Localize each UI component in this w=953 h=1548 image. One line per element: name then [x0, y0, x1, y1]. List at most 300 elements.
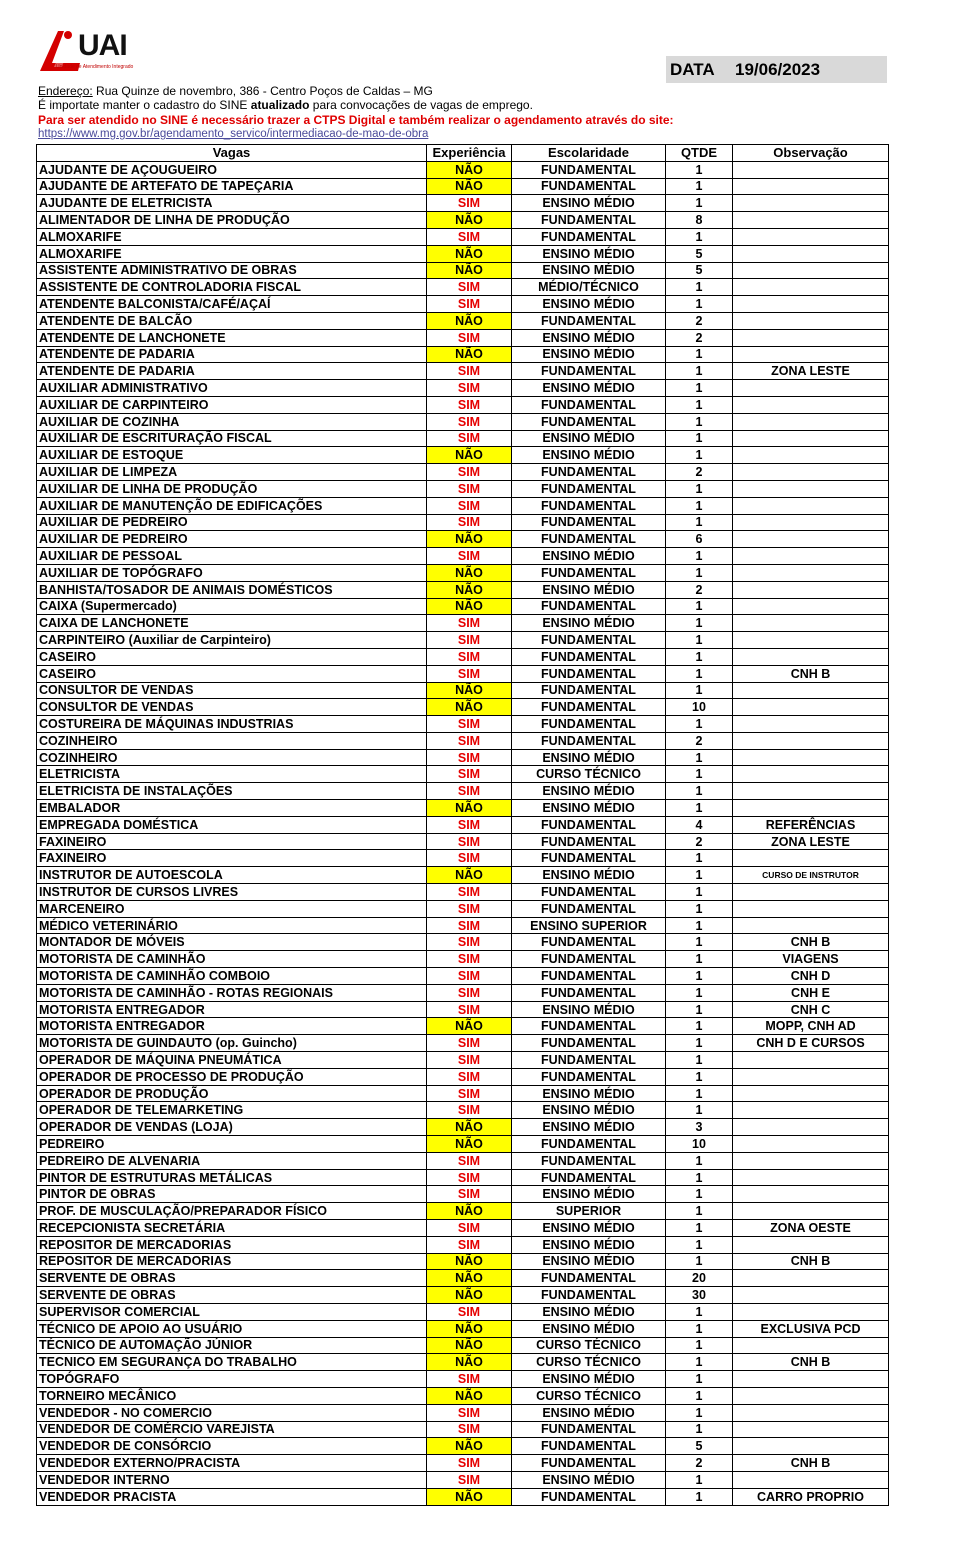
- qtde-cell: 10: [666, 1136, 733, 1153]
- observacao-cell: [733, 850, 889, 867]
- experiencia-cell: SIM: [427, 1421, 512, 1438]
- escolaridade-cell: FUNDAMENTAL: [512, 699, 666, 716]
- table-row: [37, 1068, 889, 1085]
- qtde-cell: 1: [666, 497, 733, 514]
- table-row: [37, 665, 889, 682]
- table-row: [37, 497, 889, 514]
- experiencia-cell: NÃO: [427, 1387, 512, 1404]
- escolaridade-cell: ENSINO MÉDIO: [512, 1303, 666, 1320]
- observacao-cell: [733, 497, 889, 514]
- vaga-cell: ALMOXARIFE: [37, 228, 427, 245]
- qtde-cell: 1: [666, 1488, 733, 1505]
- observacao-cell: [733, 749, 889, 766]
- experiencia-cell: NÃO: [427, 1438, 512, 1455]
- observacao-cell: [733, 732, 889, 749]
- observacao-cell: [733, 1371, 889, 1388]
- table-row: [37, 245, 889, 262]
- table-row: [37, 1186, 889, 1203]
- table-row: [37, 228, 889, 245]
- observacao-cell: [733, 447, 889, 464]
- escolaridade-cell: FUNDAMENTAL: [512, 968, 666, 985]
- escolaridade-cell: ENSINO MÉDIO: [512, 1102, 666, 1119]
- experiencia-cell: SIM: [427, 816, 512, 833]
- experiencia-cell: SIM: [427, 934, 512, 951]
- vaga-cell: AUXILIAR DE LIMPEZA: [37, 464, 427, 481]
- qtde-cell: 1: [666, 1320, 733, 1337]
- qtde-cell: 1: [666, 1471, 733, 1488]
- experiencia-cell: NÃO: [427, 699, 512, 716]
- escolaridade-cell: FUNDAMENTAL: [512, 984, 666, 1001]
- note-prefix: É importate manter o cadastro do SINE: [38, 98, 251, 112]
- vaga-cell: TÉCNICO DE AUTOMAÇÃO JÚNIOR: [37, 1337, 427, 1354]
- observacao-cell: [733, 514, 889, 531]
- table-row: [37, 766, 889, 783]
- table-row: [37, 581, 889, 598]
- escolaridade-cell: FUNDAMENTAL: [512, 716, 666, 733]
- experiencia-cell: NÃO: [427, 1136, 512, 1153]
- observacao-cell: [733, 632, 889, 649]
- observacao-cell: CNH B: [733, 1455, 889, 1472]
- qtde-cell: 1: [666, 884, 733, 901]
- observacao-cell: [733, 161, 889, 178]
- column-header-qtde: QTDE: [666, 145, 733, 162]
- qtde-cell: 1: [666, 1085, 733, 1102]
- table-row: [37, 632, 889, 649]
- vaga-cell: ALMOXARIFE: [37, 245, 427, 262]
- experiencia-cell: SIM: [427, 917, 512, 934]
- experiencia-cell: NÃO: [427, 1488, 512, 1505]
- escolaridade-cell: FUNDAMENTAL: [512, 850, 666, 867]
- table-row: [37, 1488, 889, 1505]
- experiencia-cell: SIM: [427, 1052, 512, 1069]
- table-row: [37, 1220, 889, 1237]
- escolaridade-cell: CURSO TÉCNICO: [512, 766, 666, 783]
- escolaridade-cell: ENSINO MÉDIO: [512, 615, 666, 632]
- vaga-cell: ATENDENTE DE PADARIA: [37, 363, 427, 380]
- escolaridade-cell: FUNDAMENTAL: [512, 1455, 666, 1472]
- vaga-cell: ASSISTENTE ADMINISTRATIVO DE OBRAS: [37, 262, 427, 279]
- qtde-cell: 1: [666, 766, 733, 783]
- vaga-cell: VENDEDOR - NO COMERCIO: [37, 1404, 427, 1421]
- experiencia-cell: NÃO: [427, 531, 512, 548]
- table-row: [37, 480, 889, 497]
- table-row: [37, 447, 889, 464]
- escolaridade-cell: ENSINO MÉDIO: [512, 1253, 666, 1270]
- experiencia-cell: SIM: [427, 1068, 512, 1085]
- escolaridade-cell: ENSINO MÉDIO: [512, 1371, 666, 1388]
- observacao-cell: [733, 245, 889, 262]
- vaga-cell: AUXILIAR DE ESTOQUE: [37, 447, 427, 464]
- experiencia-cell: SIM: [427, 951, 512, 968]
- experiencia-cell: SIM: [427, 1455, 512, 1472]
- vaga-cell: ATENDENTE BALCONISTA/CAFÉ/AÇAÍ: [37, 296, 427, 313]
- escolaridade-cell: FUNDAMENTAL: [512, 413, 666, 430]
- qtde-cell: 1: [666, 1404, 733, 1421]
- escolaridade-cell: FUNDAMENTAL: [512, 464, 666, 481]
- observacao-cell: [733, 800, 889, 817]
- qtde-cell: 1: [666, 900, 733, 917]
- observacao-cell: [733, 1270, 889, 1287]
- table-body: [37, 161, 889, 1505]
- observacao-cell: CNH C: [733, 1001, 889, 1018]
- observacao-cell: [733, 396, 889, 413]
- vaga-cell: ATENDENTE DE BALCÃO: [37, 312, 427, 329]
- qtde-cell: 1: [666, 1186, 733, 1203]
- table-row: [37, 1169, 889, 1186]
- experiencia-cell: SIM: [427, 1102, 512, 1119]
- escolaridade-cell: FUNDAMENTAL: [512, 564, 666, 581]
- vaga-cell: SUPERVISOR COMERCIAL: [37, 1303, 427, 1320]
- qtde-cell: 1: [666, 1421, 733, 1438]
- escolaridade-cell: FUNDAMENTAL: [512, 1136, 666, 1153]
- escolaridade-cell: FUNDAMENTAL: [512, 161, 666, 178]
- observacao-cell: [733, 917, 889, 934]
- experiencia-cell: NÃO: [427, 262, 512, 279]
- column-header-observacao: Observação: [733, 145, 889, 162]
- vaga-cell: AUXILIAR DE TOPÓGRAFO: [37, 564, 427, 581]
- vaga-cell: PEDREIRO: [37, 1136, 427, 1153]
- qtde-cell: 1: [666, 1203, 733, 1220]
- table-row: [37, 648, 889, 665]
- vaga-cell: OPERADOR DE PROCESSO DE PRODUÇÃO: [37, 1068, 427, 1085]
- escolaridade-cell: FUNDAMENTAL: [512, 648, 666, 665]
- vaga-cell: CAIXA (Supermercado): [37, 598, 427, 615]
- qtde-cell: 2: [666, 1455, 733, 1472]
- qtde-cell: 1: [666, 548, 733, 565]
- table-row: [37, 1035, 889, 1052]
- table-row: [37, 430, 889, 447]
- experiencia-cell: NÃO: [427, 161, 512, 178]
- escolaridade-cell: FUNDAMENTAL: [512, 682, 666, 699]
- qtde-cell: 1: [666, 346, 733, 363]
- observacao-cell: [733, 1471, 889, 1488]
- table-row: [37, 1404, 889, 1421]
- observacao-cell: ZONA LESTE: [733, 363, 889, 380]
- experiencia-cell: NÃO: [427, 800, 512, 817]
- observacao-cell: [733, 1152, 889, 1169]
- qtde-cell: 1: [666, 1371, 733, 1388]
- table-row: [37, 279, 889, 296]
- scheduling-link[interactable]: https://www.mg.gov.br/agendamento_servico/intermediacao-de-mao-de-obra: [38, 128, 429, 140]
- qtde-cell: 1: [666, 598, 733, 615]
- escolaridade-cell: ENSINO MÉDIO: [512, 1001, 666, 1018]
- qtde-cell: 1: [666, 279, 733, 296]
- vaga-cell: AUXILIAR DE LINHA DE PRODUÇÃO: [37, 480, 427, 497]
- observacao-cell: MOPP, CNH AD: [733, 1018, 889, 1035]
- escolaridade-cell: FUNDAMENTAL: [512, 934, 666, 951]
- qtde-cell: 1: [666, 1068, 733, 1085]
- observacao-cell: CNH D E CURSOS: [733, 1035, 889, 1052]
- observacao-cell: [733, 1186, 889, 1203]
- qtde-cell: 1: [666, 228, 733, 245]
- table-row: [37, 1320, 889, 1337]
- qtde-cell: 3: [666, 1119, 733, 1136]
- vaga-cell: VENDEDOR DE COMÉRCIO VAREJISTA: [37, 1421, 427, 1438]
- qtde-cell: 5: [666, 1438, 733, 1455]
- observacao-cell: CURSO DE INSTRUTOR: [733, 867, 889, 884]
- vaga-cell: VENDEDOR DE CONSÓRCIO: [37, 1438, 427, 1455]
- table-row: [37, 716, 889, 733]
- vaga-cell: EMBALADOR: [37, 800, 427, 817]
- table-row: [37, 262, 889, 279]
- experiencia-cell: SIM: [427, 884, 512, 901]
- escolaridade-cell: ENSINO MÉDIO: [512, 1119, 666, 1136]
- experiencia-cell: SIM: [427, 329, 512, 346]
- experiencia-cell: SIM: [427, 1371, 512, 1388]
- date-box: [666, 56, 887, 83]
- table-row: [37, 1018, 889, 1035]
- vaga-cell: ELETRICISTA DE INSTALAÇÕES: [37, 783, 427, 800]
- escolaridade-cell: ENSINO MÉDIO: [512, 346, 666, 363]
- table-row: [37, 548, 889, 565]
- table-row: [37, 413, 889, 430]
- vaga-cell: REPOSITOR DE MERCADORIAS: [37, 1236, 427, 1253]
- qtde-cell: 1: [666, 1337, 733, 1354]
- experiencia-cell: NÃO: [427, 312, 512, 329]
- observacao-cell: [733, 212, 889, 229]
- experiencia-cell: SIM: [427, 464, 512, 481]
- qtde-cell: 1: [666, 1035, 733, 1052]
- table-row: [37, 195, 889, 212]
- escolaridade-cell: ENSINO MÉDIO: [512, 329, 666, 346]
- experiencia-cell: SIM: [427, 1220, 512, 1237]
- vaga-cell: PINTOR DE OBRAS: [37, 1186, 427, 1203]
- observacao-cell: [733, 413, 889, 430]
- column-header-vagas: Vagas: [37, 145, 427, 162]
- table-row: [37, 1337, 889, 1354]
- escolaridade-cell: FUNDAMENTAL: [512, 665, 666, 682]
- table-row: [37, 833, 889, 850]
- experiencia-cell: NÃO: [427, 682, 512, 699]
- observacao-cell: [733, 262, 889, 279]
- observacao-cell: [733, 598, 889, 615]
- experiencia-cell: SIM: [427, 1169, 512, 1186]
- escolaridade-cell: SUPERIOR: [512, 1203, 666, 1220]
- qtde-cell: 1: [666, 1387, 733, 1404]
- qtde-cell: 1: [666, 195, 733, 212]
- table-row: [37, 951, 889, 968]
- table-row: [37, 1455, 889, 1472]
- experiencia-cell: NÃO: [427, 581, 512, 598]
- vaga-cell: BANHISTA/TOSADOR DE ANIMAIS DOMÉSTICOS: [37, 581, 427, 598]
- escolaridade-cell: ENSINO MÉDIO: [512, 1220, 666, 1237]
- table-row: [37, 1303, 889, 1320]
- vaga-cell: OPERADOR DE PRODUÇÃO: [37, 1085, 427, 1102]
- escolaridade-cell: ENSINO MÉDIO: [512, 800, 666, 817]
- escolaridade-cell: FUNDAMENTAL: [512, 1169, 666, 1186]
- escolaridade-cell: FUNDAMENTAL: [512, 598, 666, 615]
- qtde-cell: 1: [666, 1236, 733, 1253]
- vaga-cell: AUXILIAR DE CARPINTEIRO: [37, 396, 427, 413]
- table-row: [37, 749, 889, 766]
- table-row: [37, 800, 889, 817]
- table-row: [37, 968, 889, 985]
- table-row: [37, 1270, 889, 1287]
- table-row: [37, 531, 889, 548]
- vaga-cell: PROF. DE MUSCULAÇÃO/PREPARADOR FÍSICO: [37, 1203, 427, 1220]
- vaga-cell: VENDEDOR PRACISTA: [37, 1488, 427, 1505]
- table-row: [37, 1421, 889, 1438]
- table-row: [37, 464, 889, 481]
- vaga-cell: AUXILIAR ADMINISTRATIVO: [37, 380, 427, 397]
- qtde-cell: 1: [666, 716, 733, 733]
- experiencia-cell: NÃO: [427, 1270, 512, 1287]
- qtde-cell: 2: [666, 312, 733, 329]
- qtde-cell: 1: [666, 1220, 733, 1237]
- observacao-cell: [733, 564, 889, 581]
- vaga-cell: OPERADOR DE TELEMARKETING: [37, 1102, 427, 1119]
- observacao-cell: [733, 1287, 889, 1304]
- observacao-cell: ZONA OESTE: [733, 1220, 889, 1237]
- escolaridade-cell: FUNDAMENTAL: [512, 900, 666, 917]
- experiencia-cell: SIM: [427, 632, 512, 649]
- escolaridade-cell: FUNDAMENTAL: [512, 1488, 666, 1505]
- qtde-cell: 1: [666, 934, 733, 951]
- escolaridade-cell: ENSINO MÉDIO: [512, 548, 666, 565]
- experiencia-cell: NÃO: [427, 1203, 512, 1220]
- address-label: Endereço:: [38, 84, 93, 98]
- vaga-cell: MOTORISTA ENTREGADOR: [37, 1018, 427, 1035]
- observacao-cell: [733, 581, 889, 598]
- vaga-cell: MOTORISTA DE GUINDAUTO (op. Guincho): [37, 1035, 427, 1052]
- escolaridade-cell: FUNDAMENTAL: [512, 396, 666, 413]
- experiencia-cell: SIM: [427, 296, 512, 313]
- qtde-cell: 2: [666, 329, 733, 346]
- table-row: [37, 1253, 889, 1270]
- qtde-cell: 2: [666, 464, 733, 481]
- table-row: [37, 1371, 889, 1388]
- vaga-cell: TOPÓGRAFO: [37, 1371, 427, 1388]
- vaga-cell: ASSISTENTE DE CONTROLADORIA FISCAL: [37, 279, 427, 296]
- vaga-cell: CAIXA DE LANCHONETE: [37, 615, 427, 632]
- address-line: [38, 84, 433, 98]
- escolaridade-cell: FUNDAMENTAL: [512, 1421, 666, 1438]
- observacao-cell: [733, 783, 889, 800]
- observacao-cell: CNH E: [733, 984, 889, 1001]
- vaga-cell: CARPINTEIRO (Auxiliar de Carpinteiro): [37, 632, 427, 649]
- vaga-cell: ATENDENTE DE LANCHONETE: [37, 329, 427, 346]
- vaga-cell: EMPREGADA DOMÉSTICA: [37, 816, 427, 833]
- observacao-cell: [733, 766, 889, 783]
- experiencia-cell: SIM: [427, 1303, 512, 1320]
- qtde-cell: 1: [666, 178, 733, 195]
- table-row: [37, 363, 889, 380]
- escolaridade-cell: FUNDAMENTAL: [512, 212, 666, 229]
- qtde-cell: 1: [666, 917, 733, 934]
- table-row: [37, 1136, 889, 1153]
- experiencia-cell: SIM: [427, 1186, 512, 1203]
- qtde-cell: 5: [666, 245, 733, 262]
- escolaridade-cell: FUNDAMENTAL: [512, 951, 666, 968]
- experiencia-cell: NÃO: [427, 178, 512, 195]
- vaga-cell: MOTORISTA DE CAMINHÃO COMBOIO: [37, 968, 427, 985]
- vaga-cell: ATENDENTE DE PADARIA: [37, 346, 427, 363]
- escolaridade-cell: ENSINO MÉDIO: [512, 430, 666, 447]
- table-row: [37, 1102, 889, 1119]
- qtde-cell: 8: [666, 212, 733, 229]
- column-header-experiencia: Experiência: [427, 145, 512, 162]
- escolaridade-cell: FUNDAMENTAL: [512, 1152, 666, 1169]
- qtde-cell: 1: [666, 984, 733, 1001]
- escolaridade-cell: FUNDAMENTAL: [512, 514, 666, 531]
- escolaridade-cell: ENSINO MÉDIO: [512, 195, 666, 212]
- escolaridade-cell: FUNDAMENTAL: [512, 497, 666, 514]
- experiencia-cell: SIM: [427, 396, 512, 413]
- vaga-cell: VENDEDOR INTERNO: [37, 1471, 427, 1488]
- vaga-cell: FAXINEIRO: [37, 850, 427, 867]
- escolaridade-cell: FUNDAMENTAL: [512, 816, 666, 833]
- vaga-cell: MARCENEIRO: [37, 900, 427, 917]
- experiencia-cell: SIM: [427, 968, 512, 985]
- vaga-cell: MOTORISTA ENTREGADOR: [37, 1001, 427, 1018]
- experiencia-cell: SIM: [427, 413, 512, 430]
- observacao-cell: REFERÊNCIAS: [733, 816, 889, 833]
- vaga-cell: TORNEIRO MECÂNICO: [37, 1387, 427, 1404]
- experiencia-cell: SIM: [427, 749, 512, 766]
- observacao-cell: [733, 480, 889, 497]
- observacao-cell: CNH B: [733, 665, 889, 682]
- qtde-cell: 1: [666, 1001, 733, 1018]
- vaga-cell: RECEPCIONISTA SECRETÁRIA: [37, 1220, 427, 1237]
- observacao-cell: [733, 716, 889, 733]
- table-row: [37, 900, 889, 917]
- vaga-cell: INSTRUTOR DE AUTOESCOLA: [37, 867, 427, 884]
- job-vacancies-table: [36, 144, 889, 1506]
- date-value: 19/06/2023: [735, 60, 821, 79]
- experiencia-cell: SIM: [427, 665, 512, 682]
- address-text: Rua Quinze de novembro, 386 - Centro Poços de Caldas – MG: [92, 84, 433, 98]
- table-row: [37, 1287, 889, 1304]
- table-row: [37, 1236, 889, 1253]
- observacao-cell: [733, 296, 889, 313]
- escolaridade-cell: FUNDAMENTAL: [512, 178, 666, 195]
- observacao-cell: CNH B: [733, 1253, 889, 1270]
- experiencia-cell: SIM: [427, 548, 512, 565]
- escolaridade-cell: FUNDAMENTAL: [512, 833, 666, 850]
- experiencia-cell: SIM: [427, 1152, 512, 1169]
- vaga-cell: AUXILIAR DE PESSOAL: [37, 548, 427, 565]
- observacao-cell: [733, 1102, 889, 1119]
- escolaridade-cell: ENSINO MÉDIO: [512, 380, 666, 397]
- qtde-cell: 1: [666, 800, 733, 817]
- experiencia-cell: SIM: [427, 279, 512, 296]
- qtde-cell: 1: [666, 968, 733, 985]
- qtde-cell: 1: [666, 380, 733, 397]
- escolaridade-cell: MÉDIO/TÉCNICO: [512, 279, 666, 296]
- experiencia-cell: SIM: [427, 1236, 512, 1253]
- escolaridade-cell: FUNDAMENTAL: [512, 480, 666, 497]
- experiencia-cell: SIM: [427, 833, 512, 850]
- qtde-cell: 1: [666, 749, 733, 766]
- qtde-cell: 30: [666, 1287, 733, 1304]
- observacao-cell: [733, 1337, 889, 1354]
- qtde-cell: 1: [666, 1253, 733, 1270]
- observacao-cell: CNH D: [733, 968, 889, 985]
- table-row: [37, 1438, 889, 1455]
- table-row: [37, 1152, 889, 1169]
- vaga-cell: AUXILIAR DE PEDREIRO: [37, 514, 427, 531]
- table-row: [37, 380, 889, 397]
- experiencia-cell: SIM: [427, 615, 512, 632]
- note-suffix: para convocações de vagas de emprego.: [309, 98, 533, 112]
- experiencia-cell: SIM: [427, 1085, 512, 1102]
- vaga-cell: MONTADOR DE MÓVEIS: [37, 934, 427, 951]
- escolaridade-cell: ENSINO SUPERIOR: [512, 917, 666, 934]
- table-row: [37, 699, 889, 716]
- vaga-cell: PINTOR DE ESTRUTURAS METÁLICAS: [37, 1169, 427, 1186]
- qtde-cell: 1: [666, 682, 733, 699]
- qtde-cell: 6: [666, 531, 733, 548]
